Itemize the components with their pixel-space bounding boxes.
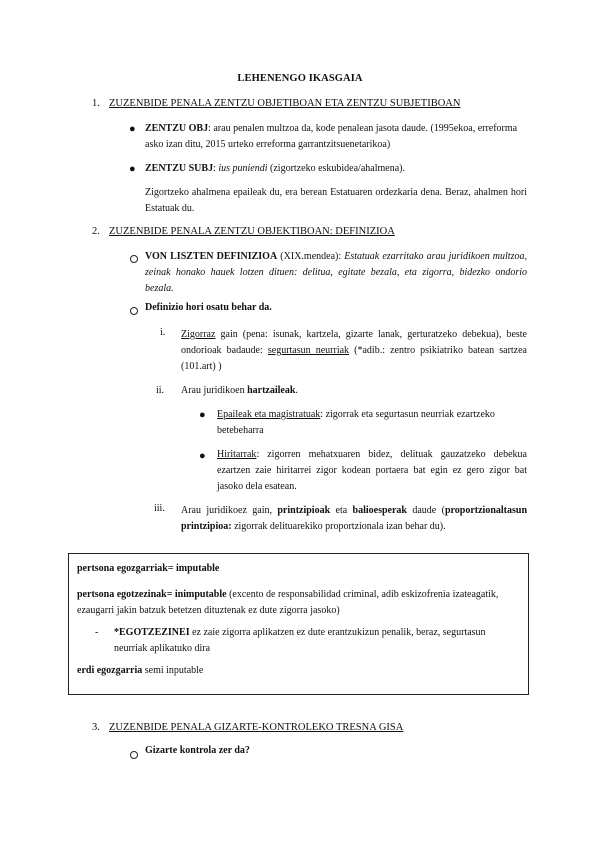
- item-printzipioak-t1: Arau juridikoez gain,: [181, 505, 278, 516]
- zentzu-subj-colon: :: [213, 163, 219, 174]
- section-heading: ZUZENBIDE PENALA ZENTZU OBJETIBOAN ETA ZENTZU SUBJETIBOAN: [109, 98, 461, 109]
- section-number: 2.: [92, 226, 100, 237]
- zentzu-obj-item: [145, 121, 527, 153]
- note-line-egotzezinei: [114, 625, 520, 657]
- roman-numeral: iii.: [154, 503, 165, 514]
- item-hartzaileak-text: Arau juridikoen: [181, 385, 248, 396]
- liszt-century: (XIX.mendea):: [277, 251, 345, 262]
- note-line-imputable: pertsona egozgarriak= imputable: [77, 563, 220, 574]
- roman-numeral: ii.: [156, 385, 165, 396]
- inimputable-term: pertsona egotzezinak= inimputable: [77, 589, 227, 600]
- circle-bullet-icon: [130, 255, 138, 266]
- note-line-erdi: [77, 665, 203, 676]
- zigorraz-term: Zigorraz: [181, 329, 216, 340]
- zentzu-obj-text: : arau penalen multzoa da, kode penalean jasota daude. (1995ekoa, erreforma asko izan ditu, 2015 urteko erreforma garrantzitsuenetarikoa): [145, 123, 518, 150]
- definition-subheading: Definizio hori osatu behar da.: [145, 302, 272, 313]
- erdi-egozgarria-text: semi inputable: [142, 665, 204, 676]
- item-hartzaileak-period: .: [295, 385, 298, 396]
- item-printzipioak-t4: zigorrak delituarekiko proportzionala izan behar du).: [231, 521, 446, 532]
- balioesperak-term: balioesperak: [352, 505, 407, 516]
- dash-bullet: -: [95, 627, 99, 638]
- circle-bullet-icon: [130, 751, 138, 762]
- note-line-inimputable: [77, 587, 520, 619]
- zentzu-subj-label: ZENTZU SUBJ: [145, 163, 214, 174]
- section-heading: ZUZENBIDE PENALA GIZARTE-KONTROLEKO TRESNA GISA: [109, 722, 404, 733]
- bullet-icon: ●: [199, 409, 206, 421]
- proportzionaltasun-term: proportzionaltasun printzipioa:: [181, 505, 528, 532]
- bullet-icon: ●: [129, 123, 136, 135]
- section-number: 1.: [92, 98, 100, 109]
- bullet-icon: ●: [199, 450, 206, 462]
- hiritarrak-text: : zigorren mehatxuaren bidez, delituak gauzatzeko debekua ezartzen zaie hiritarrei zigor kodean portaera bat egin ez gero zigor bat jasoko dela esatean.: [217, 449, 527, 492]
- gizarte-kontrola-question: Gizarte kontrola zer da?: [145, 745, 250, 756]
- liszt-label: VON LISZTEN DEFINIZIOA: [145, 251, 278, 262]
- sub-item-hiritarrak: [217, 447, 527, 495]
- erdi-egozgarria-term: erdi egozgarria: [77, 665, 143, 676]
- section-heading: ZUZENBIDE PENALA ZENTZU OBJEKTIBOAN: DEFINIZIOA: [109, 226, 395, 237]
- sub-item-epaileak: [217, 407, 527, 439]
- ius-puniendi: ius puniendi: [218, 163, 268, 174]
- item-printzipioak: [181, 503, 527, 535]
- printzipioak-term: printzipioak: [277, 505, 331, 516]
- egotzezinei-term: *EGOTZEZINEI: [114, 627, 190, 638]
- zentzu-subj-item: [145, 161, 527, 177]
- liszt-definition-text: Estatuak ezarritako arau juridikoen multzoa, zeinak honako hauek lotzen dituen: delitua, egitate bezala, eta zigorra, bidezko ondorio bezala.: [145, 251, 527, 294]
- epaileak-text: : zigorrak eta segurtasun neurriak ezartzeko betebeharra: [217, 409, 495, 436]
- inimputable-text: (excento de responsabilidad criminal, adib eskizofrenia izateagatik, ezaugarri jakin batzuk betetzen dituztenak ez dute zigorra jasoko): [77, 589, 499, 616]
- item-printzipioak-t3: daude (: [407, 505, 445, 516]
- hiritarrak-term: Hiritarrak: [217, 449, 257, 460]
- item-zigorra: [181, 327, 527, 375]
- document-title: LEHENENGO IKASGAIA: [237, 73, 363, 84]
- segurtasun-neurriak-term: segurtasun neurriak: [267, 345, 350, 356]
- item-hartzaileak: [181, 385, 298, 396]
- section-number: 3.: [92, 722, 100, 733]
- item-printzipioak-t2: eta: [330, 505, 353, 516]
- hartzaileak-term: hartzaileak: [247, 385, 296, 396]
- zentzu-subj-text: (zigortzeko eskubidea/ahalmena).: [267, 163, 405, 174]
- bullet-icon: ●: [129, 163, 136, 175]
- zentzu-obj-label: ZENTZU OBJ: [145, 123, 209, 134]
- liszt-definition: [145, 249, 527, 297]
- item-zigorra-text: gain (pena: isunak, kartzela, gizarte lanak, gerturatzeko debekua), beste ondorioak badaude:: [181, 329, 527, 356]
- item-zigorra-example: (*adib.: zentro psikiatriko batean sartzea (101.art) ): [181, 345, 527, 372]
- s1-paragraph: Zigortzeko ahalmena epaileak du, era berean Estatuaren ordezkaria dena. Beraz, ahalmen hori Estatuak du.: [145, 187, 527, 214]
- epaileak-term: Epaileak eta magistratuak: [217, 409, 321, 420]
- circle-bullet-icon: [130, 307, 138, 318]
- roman-numeral: i.: [160, 327, 166, 338]
- egotzezinei-text: ez zaie zigorra aplikatzen ez dute erantzukizun penalik, beraz, segurtasun neurriak aplikatuko dira: [114, 627, 486, 654]
